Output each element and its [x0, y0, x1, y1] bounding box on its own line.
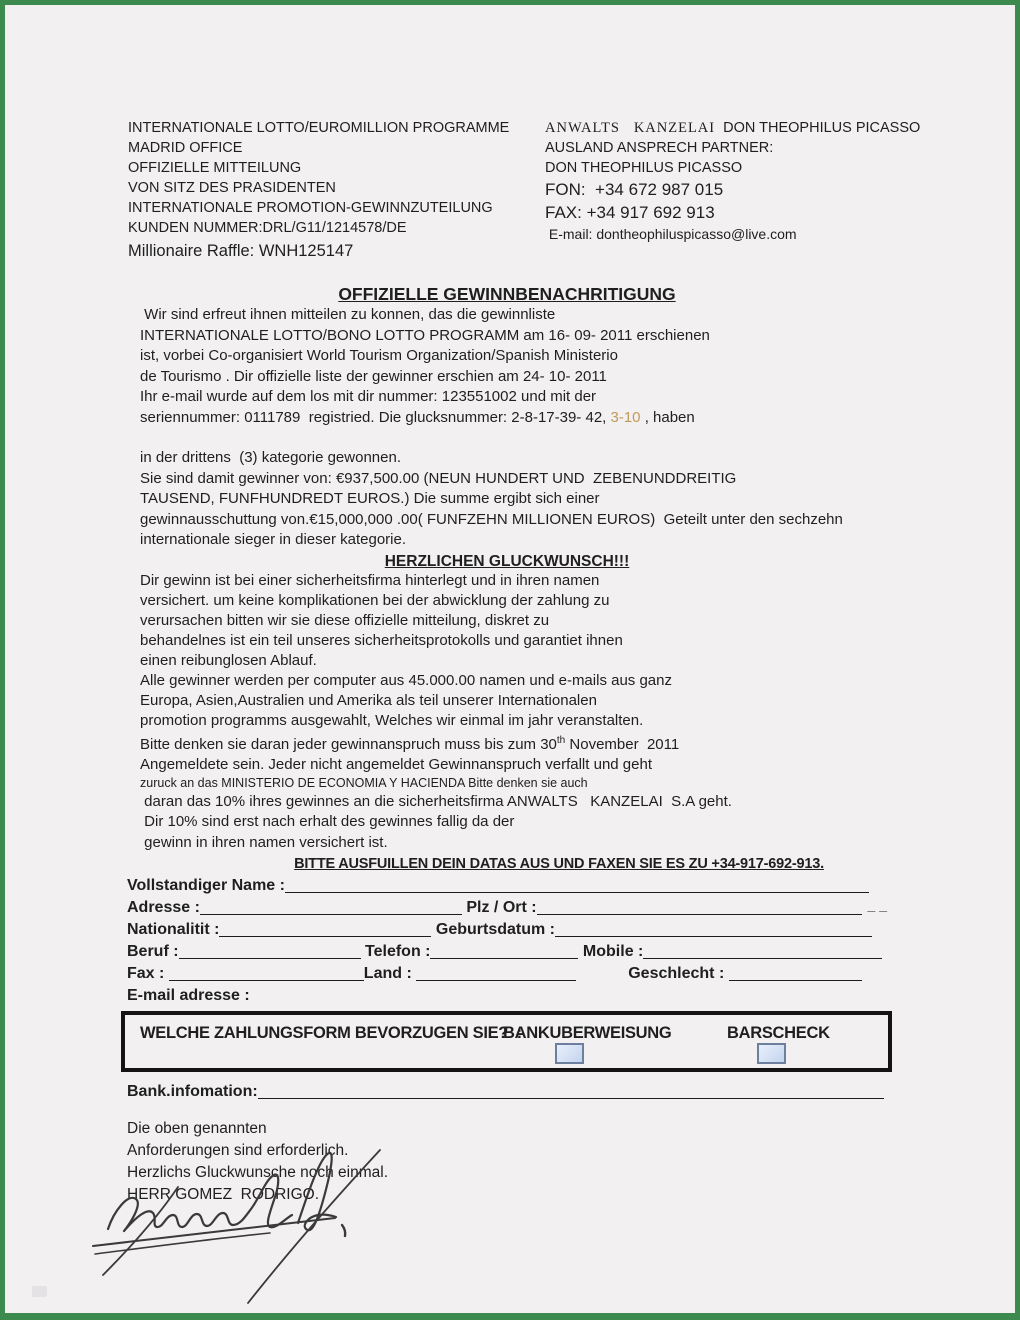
raffle-number: Millionaire Raffle: WNH125147: [128, 242, 354, 260]
address-label: Adresse :: [127, 899, 200, 916]
nationality-label: Nationalitit :: [127, 921, 220, 938]
telephone-field-line[interactable]: [430, 953, 578, 959]
zip-city-field-line[interactable]: [537, 909, 862, 915]
congratulations-heading: HERZLICHEN GLUCKWUNSCH!!!: [384, 552, 630, 570]
paragraph-lines: [140, 448, 890, 551]
text-line: HERR GOMEZ RODRIGO.: [127, 1186, 320, 1203]
text-line: TAUSEND, FUNFHUNDREDT EUROS.) Die summe ergibt sich einer: [140, 490, 600, 507]
text-line: in der drittens (3) kategorie gewonnen.: [140, 449, 401, 466]
fax-instruction-heading: BITTE AUSFUILLEN DEIN DATAS AUS UND FAXEN SIE ES ZU +34-917-692-913.: [294, 856, 824, 872]
text-line: Dir 10% sind erst nach erhalt des gewinnes fallig da der: [140, 813, 515, 830]
paragraph-lines: [140, 792, 890, 854]
letter-header: [5, 5, 1015, 262]
phone-number: FON: +34 672 987 015: [545, 180, 724, 199]
form-row-bank-info: [127, 1082, 884, 1102]
sender-line: MADRID OFFICE: [128, 140, 243, 156]
text-line: behandelnes ist ein teil unseres sicherheitsprotokolls und garantiet ihnen: [140, 631, 623, 649]
cash-check-checkbox[interactable]: [757, 1043, 786, 1064]
text-line: promotion programms ausgewahlt, Welches wir einmal im jahr veranstalten.: [140, 711, 644, 729]
partner-name: DON THEOPHILUS PICASSO: [545, 160, 743, 176]
paragraph-prize: [140, 448, 890, 551]
claim-form: [127, 874, 887, 1006]
sender-line: INTERNATIONALE LOTTO/EUROMILLION PROGRAMME: [128, 120, 510, 136]
paragraph-lines: [140, 571, 890, 731]
payment-question: WELCHE ZAHLUNGSFORM BEVORZUGEN SIE? :: [140, 1024, 522, 1042]
form-row-address: [127, 896, 887, 918]
text-line: einen reibunglosen Ablauf.: [140, 651, 317, 669]
text-line: Sie sind damit gewinner von: €937,500.00 (NEUN HUNDERT UND ZEBENUNDDREITIG: [140, 469, 737, 487]
email-address: E-mail: dontheophiluspicasso@live.com: [545, 226, 797, 242]
mobile-label: Mobile :: [578, 943, 644, 960]
telephone-label: Telefon :: [360, 943, 431, 960]
fax-label: Fax :: [127, 965, 169, 982]
bank-info-field-line[interactable]: [258, 1093, 884, 1099]
bank-info-label: Bank.infomation:: [127, 1083, 258, 1100]
letter-title: OFFIZIELLE GEWINNBENACHRITIGUNG: [338, 284, 676, 304]
gender-label: Geschlecht :: [628, 965, 729, 982]
sender-block: [128, 118, 545, 262]
payment-method-box: [121, 1011, 892, 1072]
law-firm-line: [545, 118, 920, 138]
address-field-line[interactable]: [200, 909, 462, 915]
ministry-line: zuruck an das MINISTERIO DE ECONOMIA Y HACIENDA Bitte denken sie auch: [140, 775, 588, 790]
fullname-field-line[interactable]: [285, 887, 869, 893]
deadline-pre: Bitte denken sie daran jeder gewinnanspruch muss bis zum 30: [140, 735, 557, 753]
text-line: Wir sind erfreut ihnen mitteilen zu konnen, das die gewinnliste: [140, 306, 556, 323]
fullname-label: Vollstandiger Name :: [127, 877, 285, 894]
ordinal-superscript: th: [556, 734, 566, 746]
deadline-line: [140, 731, 890, 755]
text-line: INTERNATIONALE LOTTO/BONO LOTTO PROGRAMM am 16- 09- 2011 erschienen: [140, 326, 710, 344]
text-line: Europa, Asien,Australien und Amerika als teil unserer Internationalen: [140, 691, 597, 709]
occupation-field-line[interactable]: [179, 953, 361, 959]
form-row-nationality: [127, 918, 887, 940]
sender-line: OFFIZIELLE MITTEILUNG: [128, 160, 302, 176]
form-row-fax: [127, 962, 887, 984]
text-line: Dir gewinn ist bei einer sicherheitsfirma hinterlegt und in ihren namen: [140, 571, 600, 589]
fax-number: FAX: +34 917 692 913: [545, 203, 715, 222]
text-line: gewinnausschuttung von.€15,000,000 .00( FUNFZEHN MILLIONEN EUROS) Geteilt unter den sechzehn: [140, 510, 843, 528]
text-line: Herzlichs Gluckwunsche noch einmal.: [127, 1164, 389, 1181]
text-line: internationale sieger in dieser kategorie.: [140, 531, 406, 548]
form-row-fullname: [127, 874, 887, 896]
lucky-numbers-line: [140, 408, 890, 429]
text-line: de Tourismo . Dir offizielle liste der gewinner erschien am 24- 10- 2011: [140, 367, 607, 385]
text-line: gewinn in ihren namen versichert ist.: [140, 833, 388, 851]
occupation-label: Beruf :: [127, 943, 179, 960]
sender-line: INTERNATIONALE PROMOTION-GEWINNZUTEILUNG: [128, 200, 493, 216]
paragraph-lines: [140, 305, 890, 408]
gender-field-line[interactable]: [729, 975, 862, 981]
text-line: Anforderungen sind erforderlich.: [127, 1142, 349, 1159]
paragraph-win-notice: [140, 305, 890, 428]
nationality-field-line[interactable]: [219, 931, 431, 937]
lucky-number-highlight: 3-10: [610, 408, 641, 426]
signature-scribble: [90, 1123, 480, 1308]
customer-number: KUNDEN NUMMER:DRL/G11/1214578/DE: [128, 220, 407, 236]
law-firm-person: DON THEOPHILUS PICASSO: [715, 120, 921, 136]
mobile-field-line[interactable]: [643, 953, 882, 959]
text-line: Die oben genannten: [127, 1120, 267, 1137]
country-field-line[interactable]: [416, 975, 576, 981]
paragraph-instructions: [140, 571, 890, 854]
lucky-post: , haben: [640, 408, 695, 426]
text-line: ist, vorbei Co-organisiert World Tourism Organization/Spanish Ministerio: [140, 347, 618, 364]
text-line: Ihr e-mail wurde auf dem los mit dir nummer: 123551002 und mit der: [140, 388, 597, 405]
option-cash-check: BARSCHECK: [727, 1024, 830, 1042]
bank-transfer-checkbox[interactable]: [555, 1043, 584, 1064]
scan-artifact: [32, 1286, 47, 1297]
stray-dashes: _ _: [867, 897, 887, 913]
birthdate-label: Geburtsdatum :: [431, 921, 555, 938]
option-bank-transfer: BANKUBERWEISUNG: [503, 1024, 672, 1042]
form-row-occupation: [127, 940, 887, 962]
lucky-pre: seriennummer: 0111789 registried. Die glucksnummer: 2-8-17-39- 42,: [140, 408, 611, 426]
law-firm-name: ANWALTS KANZELAI: [545, 120, 716, 136]
forfeit-line: Angemeldete sein. Jeder nicht angemeldet Gewinnanspruch verfallt und geht: [140, 755, 652, 773]
text-line: versichert. um keine komplikationen bei der abwicklung der zahlung zu: [140, 591, 610, 609]
text-line: verursachen bitten wir sie diese offizielle mitteilung, diskret zu: [140, 611, 550, 629]
text-line: daran das 10% ihres gewinnes an die sicherheitsfirma ANWALTS KANZELAI S.A geht.: [140, 792, 732, 810]
zip-city-label: Plz / Ort :: [461, 899, 537, 916]
text-line: Alle gewinner werden per computer aus 45.000.00 namen und e-mails aus ganz: [140, 671, 672, 689]
sender-line: VON SITZ DES PRASIDENTEN: [128, 180, 336, 196]
deadline-post: November 2011: [565, 735, 680, 753]
birthdate-field-line[interactable]: [555, 931, 872, 937]
country-label: Land :: [363, 965, 417, 982]
fax-field-line[interactable]: [169, 975, 364, 981]
form-row-email: [127, 984, 887, 1006]
partner-label: AUSLAND ANSPRECH PARTNER:: [545, 140, 774, 156]
contact-block: [545, 118, 920, 262]
email-label: E-mail adresse :: [127, 987, 250, 1004]
